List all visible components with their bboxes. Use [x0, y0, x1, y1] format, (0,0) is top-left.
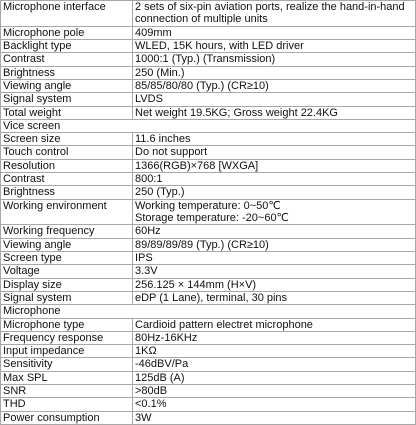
- row-value: Cardioid pattern electret microphone: [133, 318, 416, 331]
- table-row: [1, 345, 416, 358]
- table-row: [1, 39, 416, 52]
- storage-temperature: Storage temperature: -20~60℃: [135, 212, 289, 224]
- row-label: Microphone type: [1, 318, 133, 331]
- section-heading: Vice screen: [1, 119, 416, 132]
- row-label: Working environment: [1, 199, 133, 225]
- table-row: [1, 251, 416, 264]
- row-value: 60Hz: [133, 225, 416, 238]
- row-label: Signal system: [1, 291, 133, 304]
- row-label: Working frequency: [1, 225, 133, 238]
- row-label: Contrast: [1, 53, 133, 66]
- row-value: 85/85/80/80 (Typ.) (CR≥10): [133, 79, 416, 92]
- row-value: 11.6 inches: [133, 133, 416, 146]
- row-value: 3.3V: [133, 265, 416, 278]
- row-label: Screen type: [1, 251, 133, 264]
- row-value: <0.1%: [133, 398, 416, 411]
- row-label: Signal system: [1, 93, 133, 106]
- table-row: [1, 1, 416, 27]
- table-row: [1, 398, 416, 411]
- row-label: Microphone pole: [1, 26, 133, 39]
- row-label: Frequency response: [1, 331, 133, 344]
- row-value: -46dBV/Pa: [133, 358, 416, 371]
- table-row: [1, 371, 416, 384]
- row-value: 2 sets of six-pin aviation ports, realize the hand-in-hand connection of multiple units: [133, 1, 416, 27]
- table-row: [1, 173, 416, 186]
- row-label: Brightness: [1, 66, 133, 79]
- row-value: 89/89/89/89 (Typ.) (CR≥10): [133, 238, 416, 251]
- row-label: Backlight type: [1, 39, 133, 52]
- row-label: Max SPL: [1, 371, 133, 384]
- row-label: Viewing angle: [1, 238, 133, 251]
- row-value: 256.125 × 144mm (H×V): [133, 278, 416, 291]
- table-row: [1, 66, 416, 79]
- row-label: Brightness: [1, 186, 133, 199]
- row-label: SNR: [1, 385, 133, 398]
- row-label: Display size: [1, 278, 133, 291]
- row-value: 1000:1 (Typ.) (Transmission): [133, 53, 416, 66]
- table-row: [1, 411, 416, 424]
- section-heading: Microphone: [1, 305, 416, 318]
- table-row: [1, 159, 416, 172]
- row-value: IPS: [133, 251, 416, 264]
- row-value: 250 (Min.): [133, 66, 416, 79]
- working-temperature: Working temperature: 0~50℃: [135, 199, 281, 212]
- table-row: [1, 225, 416, 238]
- row-value: Net weight 19.5KG; Gross weight 22.4KG: [133, 106, 416, 119]
- row-label: THD: [1, 398, 133, 411]
- table-row: [1, 146, 416, 159]
- table-row: [1, 265, 416, 278]
- row-value: [133, 199, 416, 225]
- row-label: Viewing angle: [1, 79, 133, 92]
- section-row: [1, 119, 416, 132]
- table-row: [1, 133, 416, 146]
- row-label: Resolution: [1, 159, 133, 172]
- row-value: 800:1: [133, 173, 416, 186]
- row-value: >80dB: [133, 385, 416, 398]
- row-value: 80Hz-16KHz: [133, 331, 416, 344]
- table-row: [1, 93, 416, 106]
- table-row: [1, 186, 416, 199]
- row-value: eDP (1 Lane), terminal, 30 pins: [133, 291, 416, 304]
- table-row: [1, 291, 416, 304]
- row-value: WLED, 15K hours, with LED driver: [133, 39, 416, 52]
- row-value: 1366(RGB)×768 [WXGA]: [133, 159, 416, 172]
- table-row: [1, 278, 416, 291]
- table-row: [1, 358, 416, 371]
- row-value: Do not support: [133, 146, 416, 159]
- table-row: [1, 318, 416, 331]
- row-value: 3W: [133, 411, 416, 424]
- row-label: Total weight: [1, 106, 133, 119]
- row-value: 125dB (A): [133, 371, 416, 384]
- table-row: [1, 53, 416, 66]
- table-row: [1, 331, 416, 344]
- row-label: Input impedance: [1, 345, 133, 358]
- row-label: Power consumption: [1, 411, 133, 424]
- table-row: [1, 199, 416, 225]
- row-value: 1KΩ: [133, 345, 416, 358]
- section-row: [1, 305, 416, 318]
- table-row: [1, 26, 416, 39]
- table-row: [1, 106, 416, 119]
- table-row: [1, 238, 416, 251]
- row-value: 250 (Typ.): [133, 186, 416, 199]
- row-label: Microphone interface: [1, 1, 133, 27]
- table-row: [1, 385, 416, 398]
- row-label: Contrast: [1, 173, 133, 186]
- row-value: 409mm: [133, 26, 416, 39]
- row-label: Touch control: [1, 146, 133, 159]
- row-label: Sensitivity: [1, 358, 133, 371]
- row-label: Voltage: [1, 265, 133, 278]
- row-label: Screen size: [1, 133, 133, 146]
- table-row: [1, 79, 416, 92]
- row-value: LVDS: [133, 93, 416, 106]
